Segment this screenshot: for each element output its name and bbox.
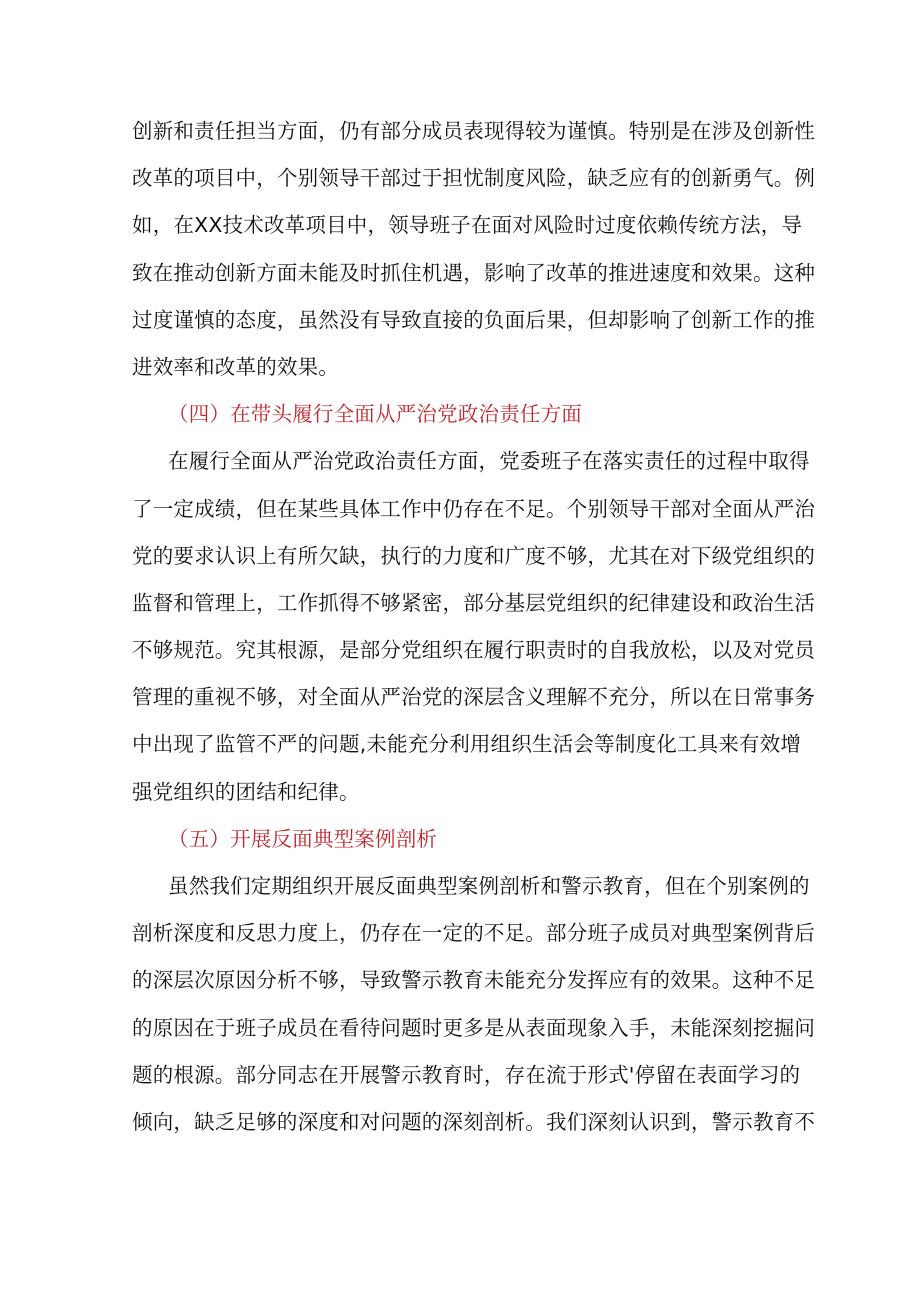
text-line: 进效率和改革的效果。 <box>132 354 339 379</box>
paragraph-section-5 <box>132 863 816 1146</box>
text-line: 监督和管理上，工作抓得不够紧密，部分基层党组织的纪律建设和政治生活 <box>132 590 816 615</box>
text-line: 不够规范。究其根源，是部分党组织在履行职责时的自我放松，以及对党员 <box>132 638 816 663</box>
text-line: 题的根源。部分同志在开展警示教育时，存在流于形式'停留在表面学习的 <box>132 1062 801 1087</box>
text-line: 虽然我们定期组织开展反面典型案例剖析和警示教育，但在个别案例的 <box>168 874 810 898</box>
section-heading-4: （四）在带头履行全面从严治党政治责任方面 <box>168 402 582 427</box>
text-line: 倾向，缺乏足够的深度和对问题的深刻剖析。我们深刻认识到，警示教育不 <box>132 1109 816 1134</box>
text-line: 管理的重视不够，对全面从严治党的深层含义理解不充分，所以在日常事务 <box>132 685 816 710</box>
text-line: 中出现了监管不严的问题,未能充分利用组织生活会等制度化工具来有效增 <box>132 732 802 757</box>
text-line: 剖析深度和反思力度上，仍存在一定的不足。部分班子成员对典型案例背后 <box>132 921 816 946</box>
text-line: 如，在XX技术改革项目中，领导班子在面对风险时过度依赖传统方法，导 <box>132 213 803 238</box>
paragraph-section-4 <box>132 438 816 816</box>
text-line: 了一定成绩，但在某些具体工作中仍存在不足。个别领导干部对全面从严治 <box>132 496 816 521</box>
text-line: 党的要求认识上有所欠缺，执行的力度和广度不够，尤其在对下级党组织的 <box>132 543 816 568</box>
text-line: 致在推动创新方面未能及时抓住机遇，影响了改革的推进速度和效果。这种 <box>132 260 816 285</box>
text-line: 在履行全面从严治党政治责任方面，党委班子在落实责任的过程中取得 <box>168 449 810 474</box>
section-heading-5: （五）开展反面典型案例剖析 <box>168 826 438 851</box>
document-body <box>132 108 816 1146</box>
text-line: 改革的项目中，个别领导干部过于担忧制度风险，缺乏应有的创新勇气。例 <box>132 166 816 191</box>
text-line: 创新和责任担当方面，仍有部分成员表现得较为谨慎。特别是在涉及创新性 <box>132 119 816 143</box>
text-line: 的深层次原因分析不够，导致警示教育未能充分发挥应有的效果。这种不足 <box>132 968 816 993</box>
text-line: 强党组织的团结和纪律。 <box>132 779 360 804</box>
paragraph-continued <box>132 108 816 391</box>
text-line: 的原因在于班子成员在看待问题时更多是从表面现象入手，未能深刻挖掘问 <box>132 1015 816 1040</box>
text-line: 过度谨慎的态度，虽然没有导致直接的负面后果，但却影响了创新工作的推 <box>132 307 816 332</box>
